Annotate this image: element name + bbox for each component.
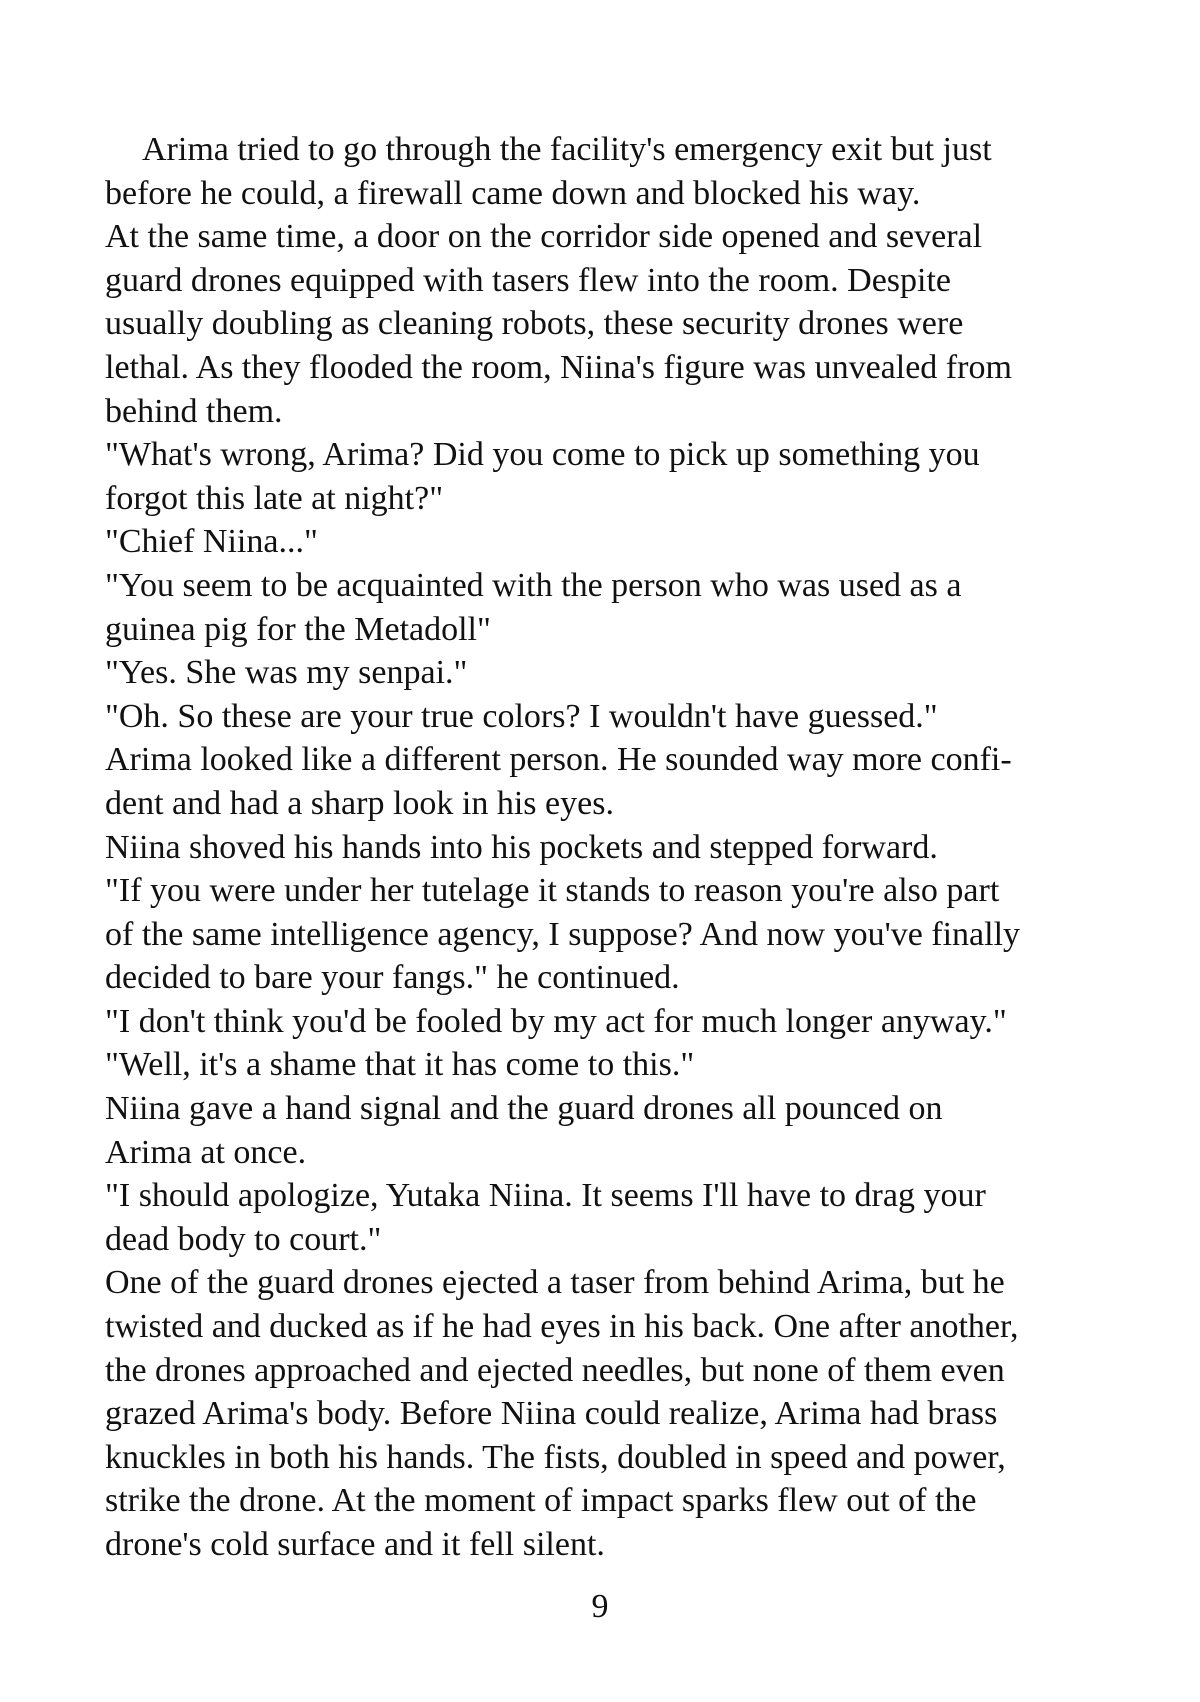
text-line: guinea pig for the Metadoll" [105, 610, 491, 648]
text-line: forgot this late at night?" [105, 479, 444, 517]
text-line: of the same intelligence agency, I suppose? And now you've finally [105, 915, 1021, 953]
text-line: Niina shoved his hands into his pockets and stepped forward. [105, 828, 938, 866]
text-line: decided to bare your fangs." he continued. [105, 959, 680, 997]
text-line: At the same time, a door on the corridor side opened and several [105, 218, 983, 256]
text-line: Arima looked like a different person. He sounded way more confi- [105, 741, 1012, 779]
text-line: dent and had a sharp look in his eyes. [105, 784, 614, 822]
text-line: "Oh. So these are your true colors? I wouldn't have guessed." [105, 697, 938, 735]
text-line: "I should apologize, Yutaka Niina. It seems I'll have to drag your [105, 1177, 986, 1215]
text-line: Niina gave a hand signal and the guard drones all pounced on [105, 1090, 943, 1128]
text-line: lethal. As they flooded the room, Niina's figure was unvealed from [105, 348, 1012, 386]
text-line: twisted and ducked as if he had eyes in his back. One after another, [105, 1308, 1019, 1346]
text-line: One of the guard drones ejected a taser from behind Arima, but he [105, 1264, 1005, 1302]
text-line: Arima at once. [105, 1133, 307, 1171]
text-line: "Chief Niina..." [105, 523, 318, 561]
text-line: "Well, it's a shame that it has come to this." [105, 1046, 695, 1084]
text-line: "Yes. She was my senpai." [105, 654, 468, 692]
text-line: "What's wrong, Arima? Did you come to pick up something you [105, 436, 980, 474]
text-line: grazed Arima's body. Before Niina could realize, Arima had brass [105, 1395, 998, 1433]
text-line: "If you were under her tutelage it stands to reason you're also part [105, 872, 1000, 910]
text-line: usually doubling as cleaning robots, these security drones were [105, 305, 964, 343]
text-line: guard drones equipped with tasers flew into the room. Despite [105, 261, 952, 299]
text-line: Arima tried to go through the facility's emergency exit but just [142, 131, 992, 168]
page-number: 9 [591, 1588, 609, 1625]
text-line: dead body to court." [105, 1220, 382, 1258]
text-line: the drones approached and ejected needles, but none of them even [105, 1351, 1005, 1389]
text-line: drone's cold surface and it fell silent. [105, 1526, 605, 1563]
text-line: strike the drone. At the moment of impact sparks flew out of the [105, 1482, 977, 1520]
body-text [105, 128, 1115, 1567]
text-line: behind them. [105, 392, 283, 430]
text-line: knuckles in both his hands. The fists, doubled in speed and power, [105, 1438, 1006, 1476]
text-line: "You seem to be acquainted with the person who was used as a [105, 566, 962, 604]
text-line: before he could, a firewall came down and blocked his way. [105, 174, 921, 212]
text-line: "I don't think you'd be fooled by my act for much longer anyway." [105, 1002, 1007, 1040]
